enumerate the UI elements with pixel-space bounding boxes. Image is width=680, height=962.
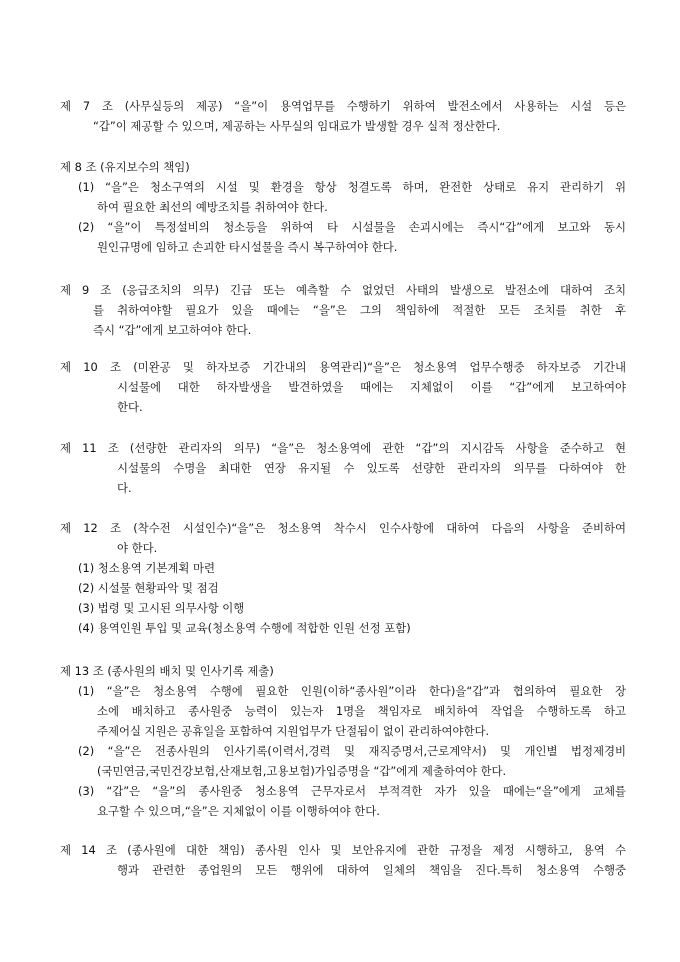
article-11-line-1: 제 11 조 (선량한 관리자의 의무) “을”은 청소용역에 관한 “갑”의 지시감독 사항을 준수하고 현 <box>60 441 626 455</box>
article-14 <box>60 840 626 880</box>
article-10-line-2: 시설물에 대한 하자발생을 발견하였을 때에는 지체없이 이를 “갑”에게 보고하여야 <box>117 380 626 394</box>
article-9-line-1: 제 9 조 (응급조치의 의무) 긴급 또는 예측할 수 없었던 사태의 발생으로 발전소에 대하여 조치 <box>60 283 626 297</box>
article-8-heading: 제 8 조 (유지보수의 책임) <box>60 160 190 174</box>
article-13-item-1-cont-2: 주제어실 지원은 공휴일을 포함하여 지원업무가 단절됨이 없이 관리하여야한다. <box>97 724 490 738</box>
article-14-line-2: 행과 관련한 종업원의 모든 행위에 대하여 일체의 책임을 진다.특히 청소용역 수행중 <box>117 863 626 877</box>
article-12-item-2: (2) 시설물 현황파악 및 점검 <box>78 581 219 595</box>
article-8-item-2-cont: 원인규명에 임하고 손괴한 타시설물을 즉시 복구하여야 한다. <box>97 240 398 254</box>
article-10-line-1: 제 10 조 (미완공 및 하자보증 기간내의 용역관리)“을”은 청소용역 업무수행중 하자보증 기간내 <box>60 360 626 374</box>
article-12-item-4: (4) 용역인원 투입 및 교육(청소용역 수행에 적합한 인원 선정 포함) <box>78 621 411 635</box>
article-12-line-2: 야 한다. <box>117 541 158 555</box>
article-13-item-1: (1) “을”은 청소용역 수행에 필요한 인원(이하“종사원”이라 한다)을“갑”과 협의하여 필요한 장 <box>78 684 626 698</box>
article-10-line-3: 한다. <box>117 400 143 414</box>
article-8-item-1: (1) “을”은 청소구역의 시설 및 환경을 항상 청결도록 하며, 완전한 상태로 유지 관리하기 위 <box>78 180 626 194</box>
article-13-item-3-cont: 요구할 수 있으며,“을”은 지체없이 이를 이행하여야 한다. <box>97 804 380 818</box>
article-10 <box>60 357 626 417</box>
article-8-item-2: (2) “을”이 특정설비의 청소등을 위하여 타 시설물을 손괴시에는 즉시“갑”에게 보고와 동시 <box>78 220 626 234</box>
article-7-line-1: 제 7 조 (사무실등의 제공) “을”이 용역업무를 수행하기 위하여 발전소에서 사용하는 시설 등은 <box>60 99 626 113</box>
article-12-item-3: (3) 법령 및 고시된 의무사항 이행 <box>78 601 245 615</box>
article-9 <box>60 280 626 340</box>
article-9-line-2: 를 취하여야할 필요가 있을 때에는 “을”은 그의 책임하에 적절한 모든 조치를 취한 후 <box>93 303 626 317</box>
article-13-item-2-cont: (국민연금,국민건강보험,산재보험,고용보험)가입증명을 “갑”에게 제출하여야 한다. <box>97 764 507 778</box>
article-11-line-2: 시설물의 수명을 최대한 연장 유지될 수 있도록 선량한 관리자의 의무를 다하여야 한 <box>117 461 626 475</box>
article-11-line-3: 다. <box>117 481 132 495</box>
article-12-line-1: 제 12 조 (착수전 시설인수)“을”은 청소용역 착수시 인수사항에 대하여 다음의 사항을 준비하여 <box>60 521 626 535</box>
article-8-item-1-cont: 하여 필요한 최선의 예방조치를 취하여야 한다. <box>97 200 328 214</box>
article-13-item-3: (3) “갑”은 “을”의 종사원중 청소용역 근무자로서 부적격한 자가 있을 때에는“을”에게 교체를 <box>78 784 626 798</box>
article-13-heading: 제 13 조 (종사원의 배치 및 인사기록 제출) <box>60 664 274 678</box>
article-13-item-1-cont-1: 소에 배치하고 종사원중 능력이 있는자 1명을 책임자로 배치하여 작업을 수행하도록 하고 <box>97 704 626 718</box>
article-13-item-2: (2) “을”은 전종사원의 인사기록(이력서,경력 및 재직증명서,근로계약서) 및 개인별 법정제경비 <box>78 744 626 758</box>
article-12 <box>60 518 626 638</box>
article-12-item-1: (1) 청소용역 기본계획 마련 <box>78 561 216 575</box>
article-9-line-3: 즉시 “갑”에게 보고하여야 한다. <box>93 323 252 337</box>
article-13 <box>60 661 626 821</box>
article-11 <box>60 438 626 498</box>
article-7 <box>60 96 626 136</box>
article-8 <box>60 157 626 257</box>
article-7-line-2: “갑”이 제공할 수 있으며, 제공하는 사무실의 임대료가 발생할 경우 실적 정산한다. <box>93 119 501 133</box>
article-14-line-1: 제 14 조 (종사원에 대한 책임) 종사원 인사 및 보안유지에 관한 규정을 제정 시행하고, 용역 수 <box>60 843 626 857</box>
